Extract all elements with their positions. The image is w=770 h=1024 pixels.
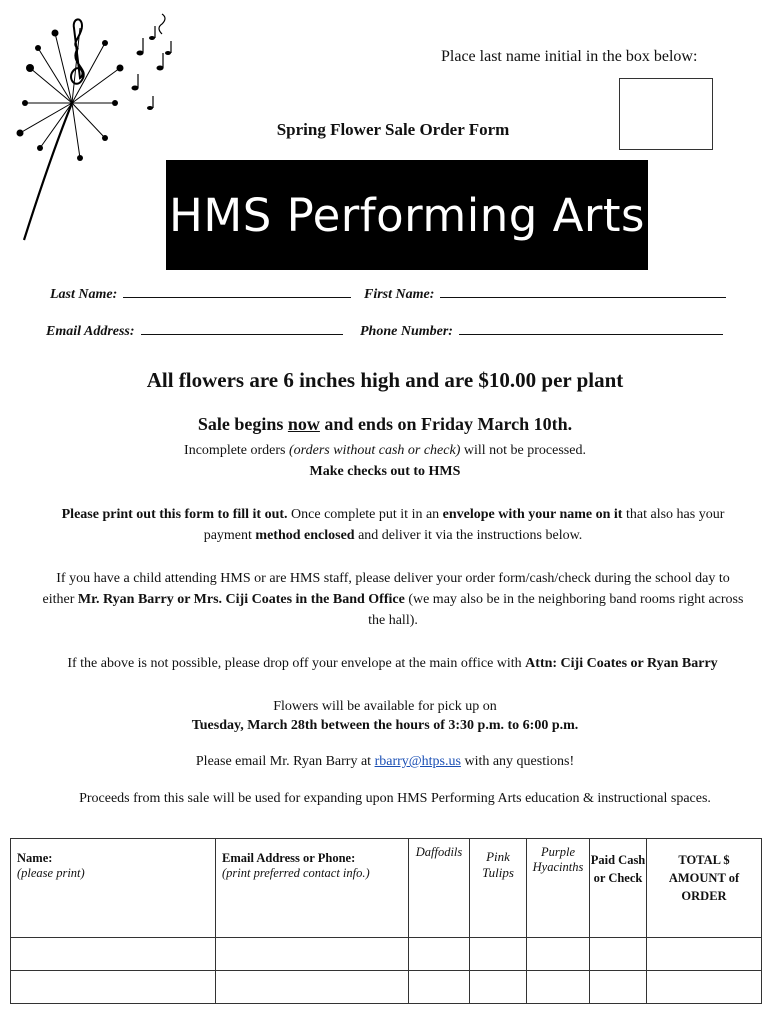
tulips-cell[interactable] — [470, 938, 527, 971]
name-header-label: Name: — [17, 851, 53, 865]
contact-cell[interactable] — [216, 971, 409, 1004]
email-line — [141, 322, 343, 335]
email-post: with any questions! — [460, 754, 575, 769]
last-name-line — [123, 285, 351, 298]
hyacinths-cell[interactable] — [527, 971, 590, 1004]
form-title: Spring Flower Sale Order Form — [276, 120, 510, 139]
sale-begins-text: Sale begins — [197, 414, 288, 434]
sale-now-text: now — [287, 414, 320, 434]
first-name-label: First Name — [364, 287, 430, 302]
order-table — [10, 838, 762, 1004]
total-header: TOTAL $ AMOUNT of ORDER — [647, 839, 762, 938]
banner-title: HMS Performing Arts — [166, 160, 648, 270]
email-pre: Please email Mr. Ryan Barry at — [195, 754, 375, 769]
name-header — [11, 839, 216, 938]
child-post: (we may also be in the neighboring band rooms right across the hall). — [368, 592, 744, 628]
total-cell[interactable] — [647, 971, 762, 1004]
tulips-cell[interactable] — [470, 971, 527, 1004]
pickup-line2: Tuesday, March 28th between the hours of 3:30 p.m. to 6:00 p.m. — [191, 718, 579, 733]
email-questions — [30, 751, 740, 772]
daffodils-cell[interactable] — [409, 938, 470, 971]
sale-ends-text: and ends on Friday March 10th. — [319, 414, 573, 434]
incomplete-post: will not be processed. — [460, 443, 586, 458]
first-name-field[interactable]: First Name: — [364, 285, 726, 303]
daffodils-cell[interactable] — [409, 971, 470, 1004]
sale-dates-heading — [0, 414, 770, 435]
print-bold3: method enclosed — [255, 528, 355, 543]
paid-cell[interactable] — [590, 971, 647, 1004]
table-row — [11, 938, 762, 971]
table-header-row — [11, 839, 762, 938]
email-label: Email Address — [46, 324, 130, 339]
paid-header: Paid Cash or Check — [590, 839, 647, 938]
print-instructions — [40, 504, 746, 546]
contact-cell[interactable] — [216, 938, 409, 971]
email-link[interactable]: rbarry@htps.us — [374, 754, 461, 769]
phone-label: Phone Number — [360, 324, 449, 339]
pink-tulips-header: Pink Tulips — [470, 839, 527, 938]
name-cell[interactable] — [11, 971, 216, 1004]
office-bold: Attn: Ciji Coates or Ryan Barry — [525, 656, 718, 671]
daffodils-header: Daffodils — [409, 839, 470, 938]
child-pre: If you have a child attending HMS or are HMS staff, please deliver your order form/cash/check during the school day to either — [42, 571, 730, 607]
name-cell[interactable] — [11, 938, 216, 971]
paid-cell[interactable] — [590, 938, 647, 971]
purple-hyacinths-header: Purple Hyacinths — [527, 839, 590, 938]
name-header-sub: (please print) — [17, 866, 85, 880]
print-bold: Please print out this form to fill it out. — [61, 507, 288, 522]
print-end: and deliver it via the instructions below. — [354, 528, 583, 543]
table-row — [11, 971, 762, 1004]
office-pre: If the above is not possible, please drop off your envelope at the main office with — [67, 656, 526, 671]
delivery-instructions — [40, 568, 746, 631]
price-heading: All flowers are 6 inches high and are $10.00 per plant — [146, 368, 624, 392]
pickup-line1: Flowers will be available for pick up on — [273, 699, 497, 714]
phone-field[interactable]: Phone Number: — [360, 322, 723, 340]
email-field[interactable]: Email Address: — [46, 322, 343, 340]
proceeds-note: Proceeds from this sale will be used for expanding upon HMS Performing Arts education & instructional spaces. — [79, 791, 711, 806]
first-name-line — [440, 285, 726, 298]
print-bold2: envelope with your name on it — [442, 507, 623, 522]
initial-box-instruction: Place last name initial in the box below: — [441, 48, 698, 65]
contact-header-label: Email Address or Phone: — [222, 851, 356, 865]
last-name-field[interactable]: Last Name: — [50, 285, 351, 303]
incomplete-notice — [30, 440, 740, 461]
print-mid2: that also has your payment — [203, 507, 725, 543]
contact-header — [216, 839, 409, 938]
incomplete-ital: (orders without cash or check) — [289, 443, 461, 458]
phone-line — [459, 322, 723, 335]
checks-notice: Make checks out to HMS — [309, 464, 461, 479]
print-mid: Once complete put it in an — [287, 507, 443, 522]
office-instructions — [20, 653, 765, 674]
contact-header-sub: (print preferred contact info.) — [222, 866, 370, 880]
incomplete-pre: Incomplete orders — [184, 443, 290, 458]
total-cell[interactable] — [647, 938, 762, 971]
last-name-label: Last Name — [50, 287, 113, 302]
hyacinths-cell[interactable] — [527, 938, 590, 971]
child-bold: Mr. Ryan Barry or Mrs. Ciji Coates in the Band Office — [77, 592, 405, 607]
